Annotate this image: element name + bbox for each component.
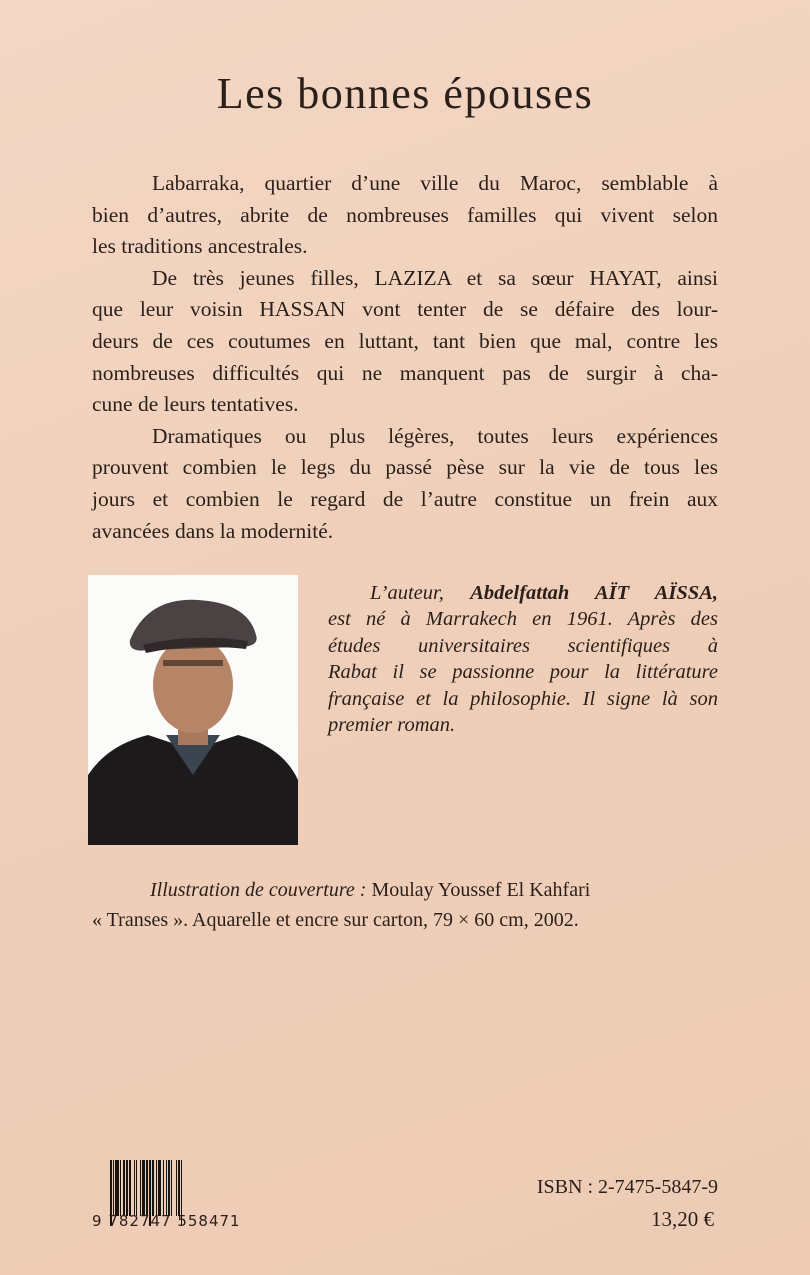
blurb-line: Dramatiques ou plus légères, toutes leurs expériences [152,423,718,448]
blurb-line: avancées dans la modernité. [92,518,334,543]
author-bio-line [328,580,718,606]
author-bio-line: Rabat il se passionne pour la littérature [328,661,718,684]
illustration-credit [92,875,718,935]
author-portrait-image [88,575,298,845]
credit-artwork: « Transes ». Aquarelle et encre sur carton, 79 × 60 cm, 2002. [92,909,579,931]
credit-label: Illustration de couverture : [150,879,367,901]
author-bio-line: études universitaires scientifiques à [328,634,718,657]
credit-artist: Moulay Youssef El Kahfari [366,879,591,901]
blurb-line: jours et combien le regard de l’autre constitue un frein aux [92,486,718,511]
isbn: ISBN : 2-7475-5847-9 [536,1176,718,1198]
barcode-digits: 9 782747 558471 [92,1212,241,1230]
blurb-line: deurs de ces coutumes en luttant, tant bien que mal, contre les [92,328,718,353]
blurb-line: que leur voisin HASSAN vont tenter de se défaire des lour- [92,297,718,322]
blurb-line: cune de leurs tentatives. [92,392,299,417]
author-name: Abdelfattah AÏT AÏSSA, [470,582,718,604]
blurb-line: prouvent combien le legs du passé pèse sur la vie de tous les [92,455,718,480]
blurb-line: les traditions ancestrales. [92,234,308,259]
price: 13,20 € [651,1207,714,1231]
book-title: Les bonnes épouses [216,69,594,118]
author-bio-line: est né à Marrakech en 1961. Après des [328,608,718,631]
author-bio [328,580,718,738]
barcode [92,1160,267,1232]
blurb [92,168,718,547]
blurb-line: bien d’autres, abrite de nombreuses familles qui vivent selon [92,202,718,227]
blurb-line: De très jeunes filles, LAZIZA et sa sœur HAYAT, ainsi [152,265,718,290]
blurb-line: Labarraka, quartier d’une ville du Maroc, semblable à [152,171,718,195]
author-intro: L’auteur, [370,582,471,604]
author-bio-line: française et la philosophie. Il signe là son [328,687,718,710]
author-photo [88,575,298,845]
author-bio-line: premier roman. [328,714,456,737]
barcode-bars [110,1160,263,1220]
blurb-line: nombreuses difficultés qui ne manquent pas de surgir à cha- [92,360,718,385]
